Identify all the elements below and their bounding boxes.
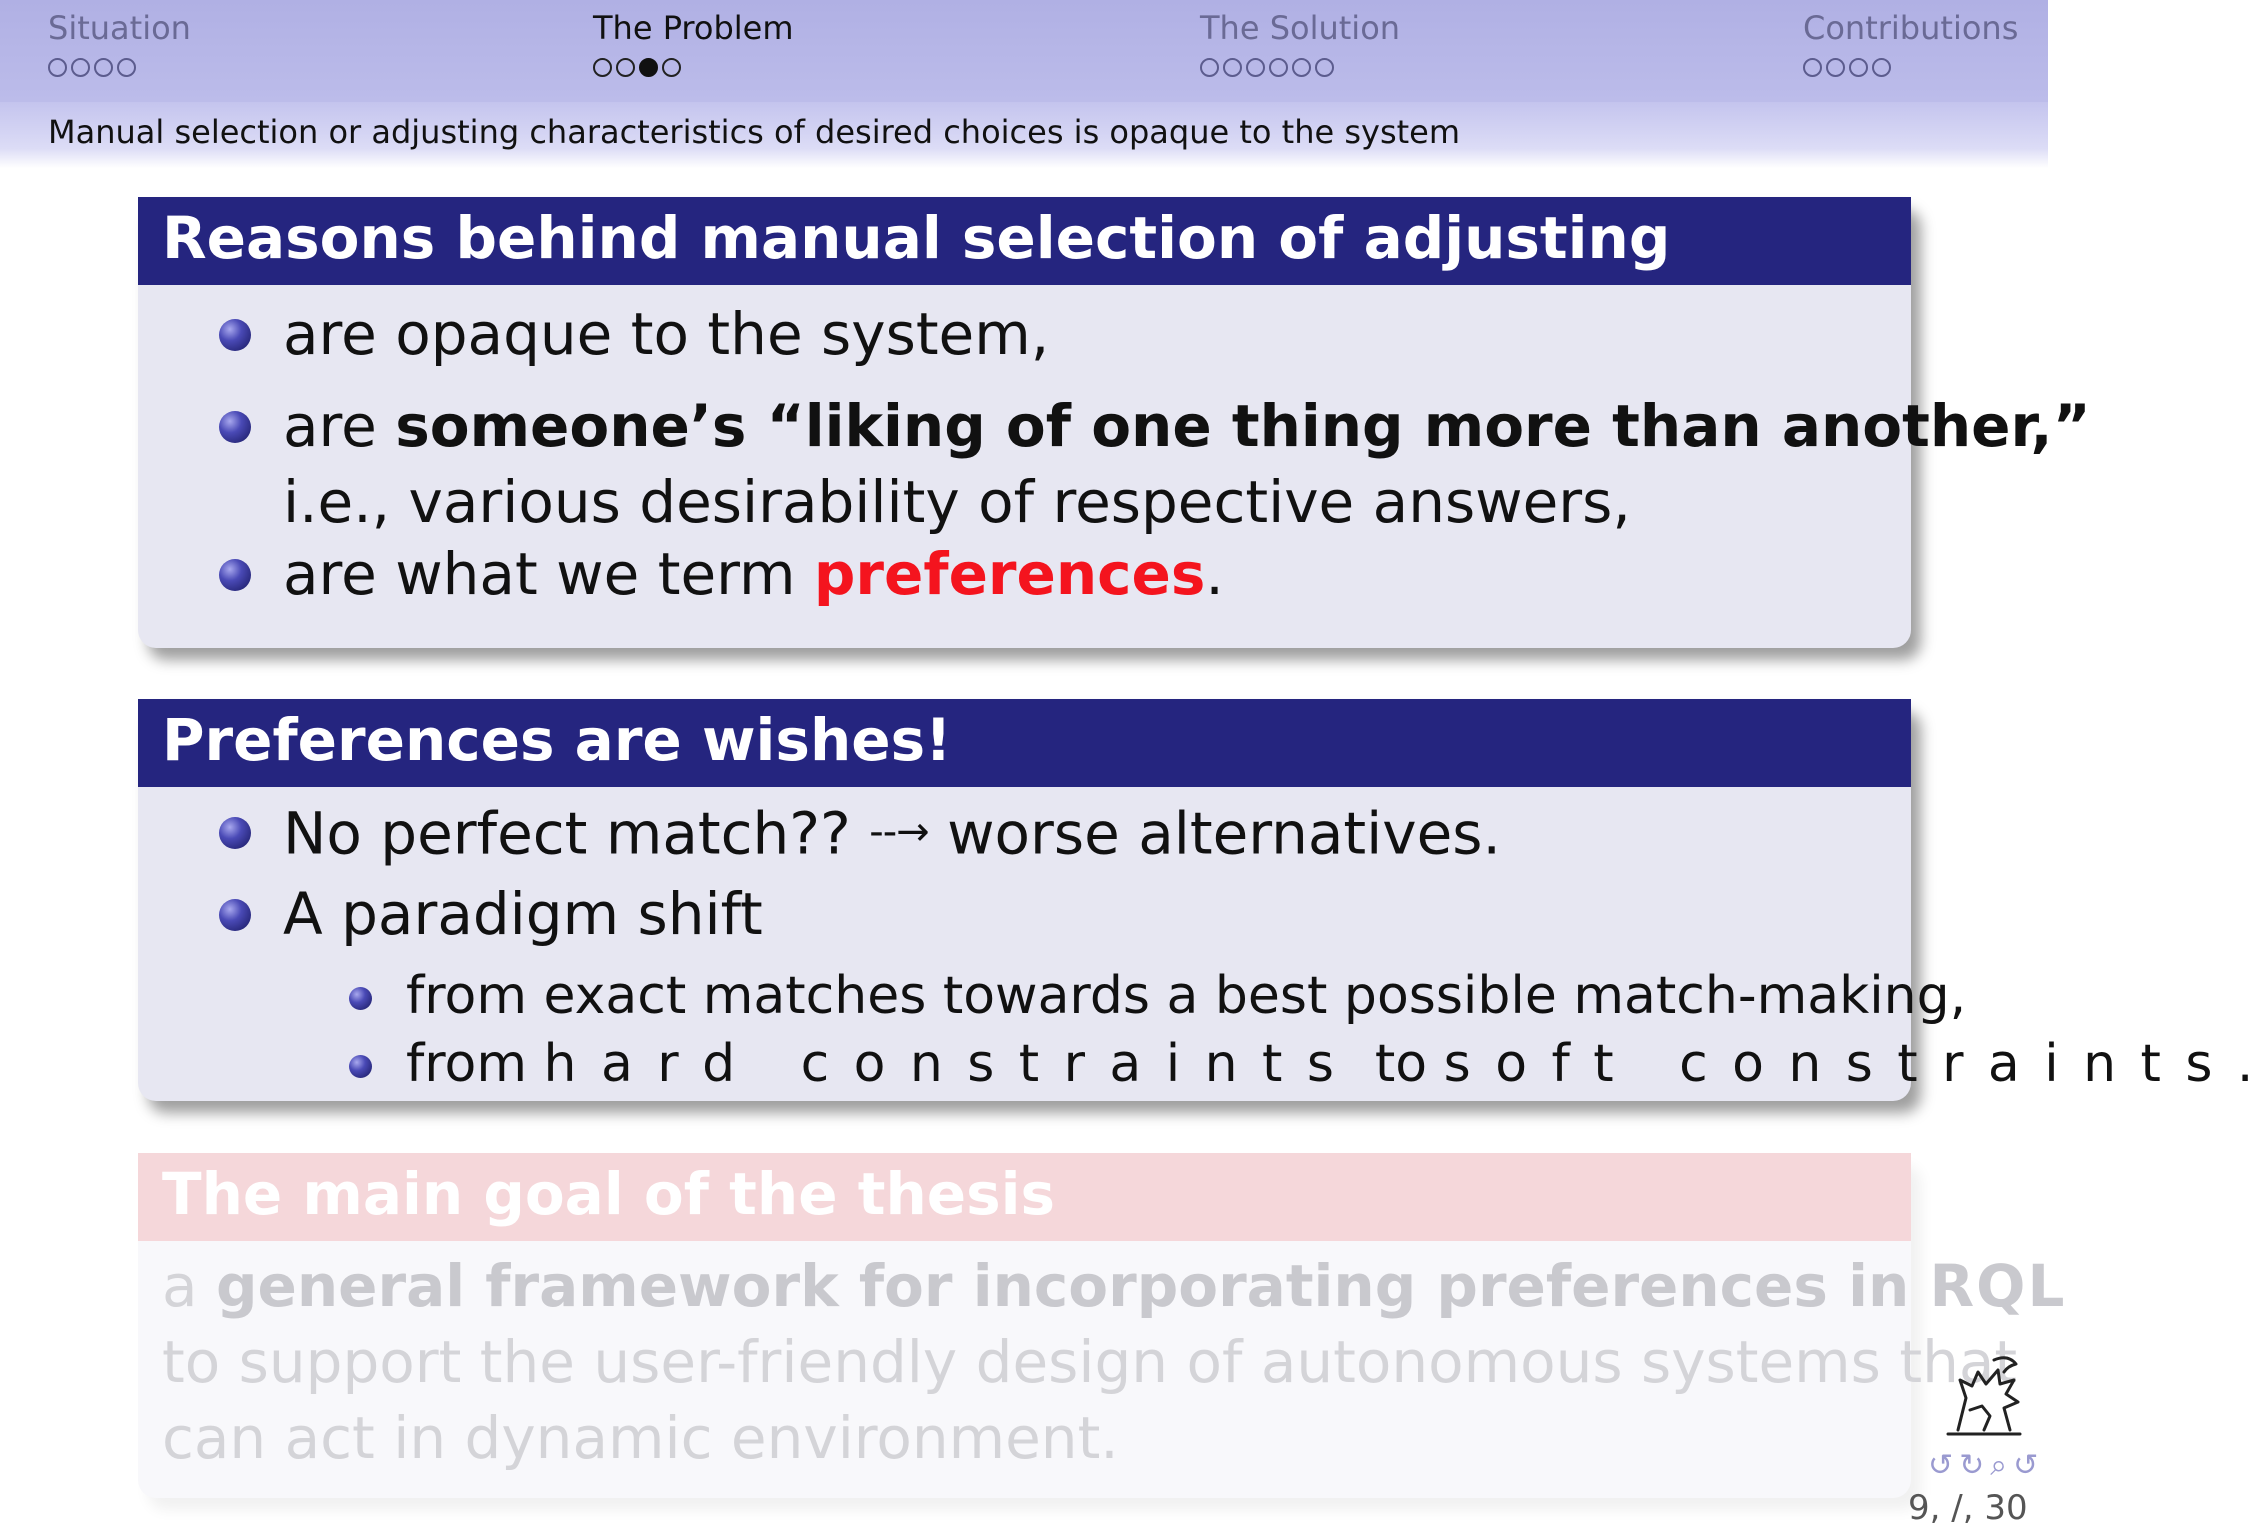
goal-text: a [162, 1252, 216, 1320]
spaced-term: soft constraints [1443, 1034, 2237, 1094]
nav-section-situation[interactable] [48, 10, 191, 77]
page-number: 9, /, 30 [1908, 1488, 2028, 1528]
nav-section-title[interactable]: Contributions [1803, 9, 2019, 47]
frame-dot[interactable] [1826, 58, 1845, 77]
frame-dot[interactable] [117, 58, 136, 77]
frame-dot[interactable] [1872, 58, 1891, 77]
frame-dot[interactable] [1223, 58, 1242, 77]
goal-line: can act in dynamic environment. [162, 1404, 1119, 1472]
bullet-icon [219, 817, 251, 849]
list-item-text: are [283, 392, 396, 460]
frame-dot[interactable] [1200, 58, 1219, 77]
nav-section-title[interactable]: The Problem [593, 9, 794, 47]
bullet-icon [219, 411, 251, 443]
frame-dot[interactable] [1849, 58, 1868, 77]
frame-dot[interactable] [71, 58, 90, 77]
block-preferences-are-wishes [138, 699, 2253, 1101]
emphasis-text: someone’s “liking of one thing more than another,” [395, 392, 2091, 460]
frame-dot[interactable] [1269, 58, 1288, 77]
nav-section-title[interactable]: Situation [48, 9, 191, 47]
frame-dot[interactable] [1315, 58, 1334, 77]
section-navigation-bar [0, 0, 2048, 102]
sub-list-item [406, 1033, 2253, 1095]
university-lion-logo-icon [1938, 1350, 2028, 1440]
frame-dot[interactable] [48, 58, 67, 77]
alert-text: preferences [813, 540, 1206, 608]
list-item: A paradigm shift [283, 880, 763, 948]
list-item-text: . [1205, 540, 1224, 608]
nav-frame-dots [1803, 58, 2018, 77]
nav-frame-dots [1200, 58, 1400, 77]
spaced-term: hard constraints [543, 1034, 1359, 1094]
list-item-text: worse alternatives. [928, 799, 1501, 868]
nav-section-contributions[interactable] [1803, 10, 2018, 77]
frame-dot[interactable] [616, 58, 635, 77]
nav-section-title[interactable]: The Solution [1200, 9, 1401, 47]
list-item: are opaque to the system, [283, 300, 1050, 368]
sub-bullet-icon [349, 987, 372, 1010]
list-item-text: No perfect match?? [283, 799, 870, 868]
rql-term: RQL [1929, 1252, 2067, 1320]
sub-list-item: from exact matches towards a best possible match-making, [406, 966, 1967, 1026]
block-reasons [138, 197, 2091, 648]
block-main-goal-faded [138, 1153, 2067, 1498]
list-item-text: from [406, 1034, 544, 1094]
list-item-text: . [2236, 1034, 2253, 1094]
emphasis-text: general framework for incorporating preferences in [215, 1252, 1930, 1320]
goal-line [162, 1251, 2066, 1321]
frame-dot[interactable] [593, 58, 612, 77]
nav-section-the-solution[interactable] [1200, 10, 1400, 77]
frame-dot[interactable] [1246, 58, 1265, 77]
frame-dot-current[interactable] [639, 58, 658, 77]
bullet-icon [219, 319, 251, 351]
goal-line: to support the user-friendly design of autonomous systems that [162, 1328, 2018, 1396]
list-item-text: are what we term [283, 540, 814, 608]
list-item [283, 797, 1501, 868]
nav-frame-dots [593, 58, 794, 77]
list-item-text: to [1358, 1034, 1444, 1094]
frame-dot[interactable] [1803, 58, 1822, 77]
nav-section-the-problem[interactable] [593, 10, 794, 77]
bullet-icon [219, 559, 251, 591]
bullet-icon [219, 899, 251, 931]
block-title: Preferences are wishes! [138, 699, 1911, 787]
beamer-navigation-icons[interactable]: ↺↻⌕↺ [1928, 1448, 2045, 1483]
block-title: Reasons behind manual selection of adjusting [138, 197, 1911, 285]
list-item-continuation: i.e., various desirability of respective answers, [283, 468, 1631, 536]
sub-bullet-icon [349, 1055, 372, 1078]
list-item [283, 391, 2091, 461]
block-title: The main goal of the thesis [138, 1153, 1911, 1241]
frame-dot[interactable] [94, 58, 113, 77]
nav-frame-dots [48, 58, 191, 77]
slide-subtitle: Manual selection or adjusting characteristics of desired choices is opaque to the system [48, 113, 1461, 151]
frame-dot[interactable] [1292, 58, 1311, 77]
frame-dot[interactable] [662, 58, 681, 77]
list-item [283, 539, 1224, 609]
dashed-arrow-icon: --→ [869, 809, 929, 855]
